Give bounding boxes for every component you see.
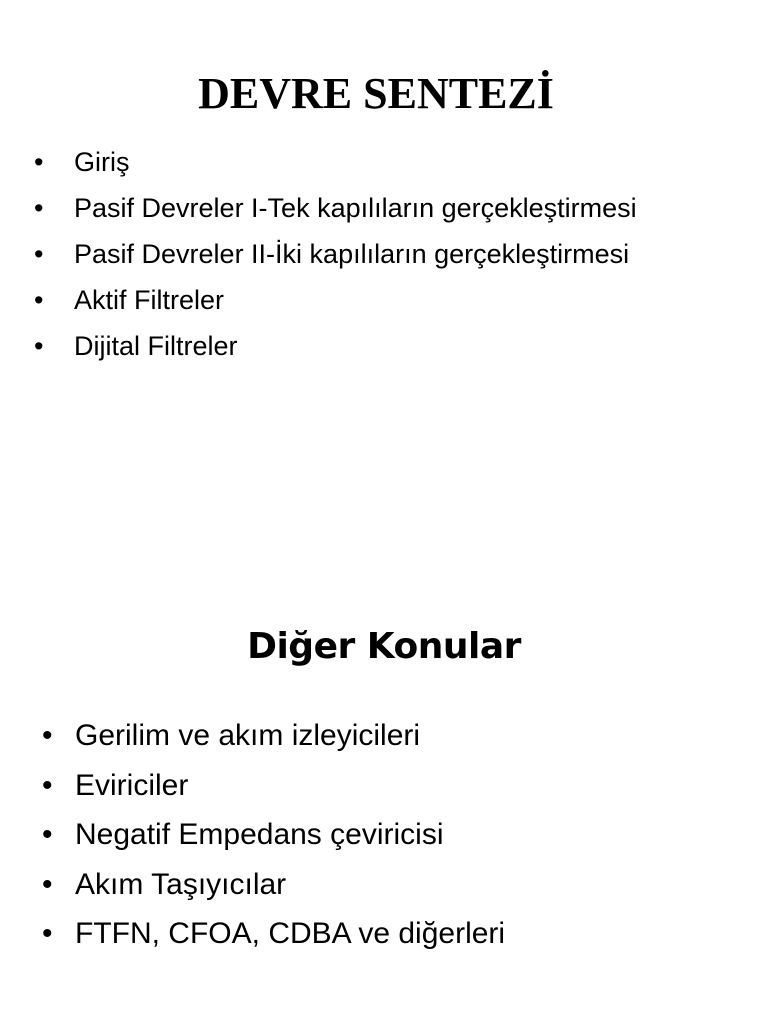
list-item	[42, 810, 505, 860]
slide-title: DEVRE SENTEZİ	[198, 69, 554, 118]
bullet-icon: •	[34, 285, 44, 315]
list-item	[42, 860, 505, 910]
list-item	[34, 277, 637, 323]
list-item-label: Pasif Devreler I-Tek kapılıların gerçekleştirmesi	[74, 193, 637, 223]
topic-list	[34, 139, 637, 369]
slide-title: Diğer Konular	[247, 626, 521, 667]
list-item	[42, 909, 505, 959]
list-item-label: Eviriciler	[75, 768, 189, 802]
bullet-icon: •	[42, 719, 53, 752]
list-item	[42, 761, 505, 811]
list-item-label: Gerilim ve akım izleyicileri	[75, 719, 421, 752]
list-item	[34, 323, 637, 369]
list-item-label: FTFN, CFOA, CDBA ve diğerleri	[75, 917, 506, 950]
bullet-icon: •	[34, 331, 44, 361]
list-item	[34, 231, 637, 277]
bullet-icon: •	[42, 768, 53, 802]
list-item	[34, 139, 637, 185]
list-item-label: Pasif Devreler II-İki kapılıların gerçekleştirmesi	[74, 239, 630, 269]
bullet-icon: •	[34, 193, 44, 223]
list-item-label: Aktif Filtreler	[74, 285, 225, 315]
list-item-label: Akım Taşıyıcılar	[75, 867, 287, 901]
bullet-icon: •	[34, 239, 44, 269]
list-item	[42, 711, 505, 761]
bullet-icon: •	[34, 147, 44, 177]
list-item-label: Dijital Filtreler	[74, 331, 238, 361]
bullet-icon: •	[42, 818, 53, 851]
bullet-icon: •	[42, 867, 53, 901]
bullet-icon: •	[42, 917, 53, 950]
topic-list	[42, 711, 505, 959]
list-item-label: Giriş	[74, 147, 130, 177]
slide-diger-konular	[0, 512, 768, 1024]
list-item	[34, 185, 637, 231]
list-item-label: Negatif Empedans çeviricisi	[75, 818, 444, 851]
